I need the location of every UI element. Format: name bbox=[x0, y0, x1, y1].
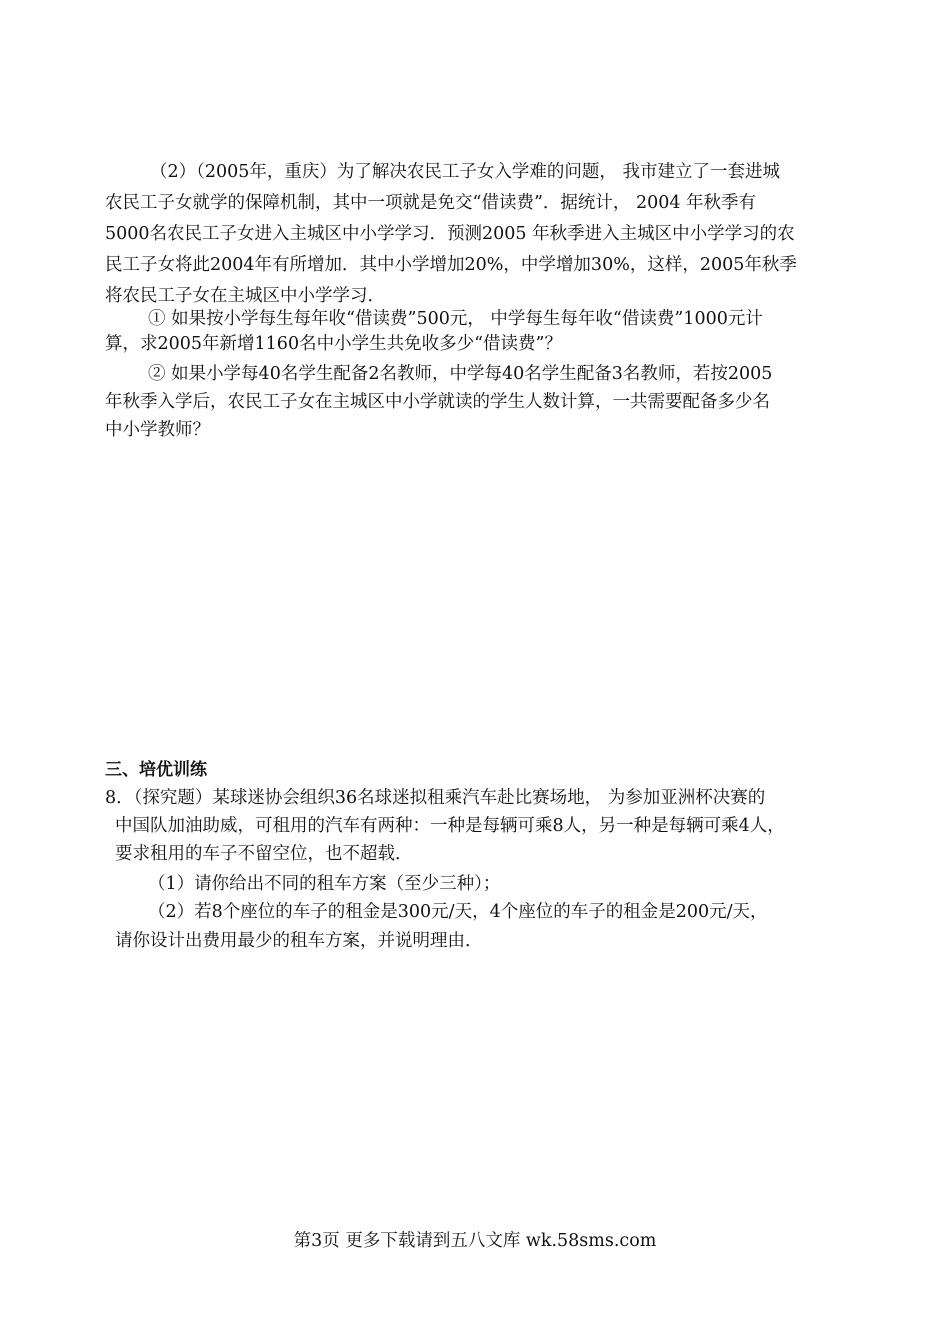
problem-2-subq-1-line-1: ① 如果按小学每生每年收“借读费”500元， 中学每生每年收“借读费”1000元计 bbox=[148, 309, 763, 329]
problem-8-subq-1: （1）请你给出不同的租车方案（至少三种）； bbox=[148, 874, 501, 894]
problem-8-subq-2-line-2: 请你设计出费用最少的租车方案，并说明理由． bbox=[115, 931, 483, 951]
problem-2-subq-2-line-1: ② 如果小学每40名学生配备2名教师，中学每40名学生配备3名教师，若按2005 bbox=[148, 364, 773, 384]
problem-2-line-2: 农民工子女就学的保障机制，其中一项就是免交“借读费”．据统计， 2004 年秋季有 bbox=[105, 193, 757, 213]
problem-2-subq-2-line-3: 中小学教师？ bbox=[105, 420, 210, 440]
problem-2-line-4: 民工子女将此2004年有所增加．其中小学增加20%，中学增加30%，这样，2005年秋季 bbox=[105, 255, 797, 275]
page-footer: 第3页 更多下载请到五八文库 wk.58sms.com bbox=[293, 1231, 657, 1251]
problem-2-subq-2-line-2: 年秋季入学后，农民工子女在主城区中小学就读的学生人数计算，一共需要配备多少名 bbox=[105, 392, 770, 412]
problem-8-line-3: 要求租用的车子不留空位，也不超载． bbox=[115, 844, 413, 864]
problem-8-line-1: 8．（探究题）某球迷协会组织36名球迷拟租乘汽车赴比赛场地， 为参加亚洲杯决赛的 bbox=[105, 788, 766, 808]
section-3-heading: 三、培优训练 bbox=[105, 760, 207, 780]
problem-8-line-2: 中国队加油助威，可租用的汽车有两种：一种是每辆可乘8人，另一种是每辆可乘4人， bbox=[115, 816, 785, 836]
problem-2-line-5: 将农民工子女在主城区中小学学习． bbox=[105, 286, 385, 306]
problem-2-line-3: 5000名农民工子女进入主城区中小学学习．预测2005 年秋季进入主城区中小学学习的农 bbox=[105, 224, 795, 244]
problem-8-subq-2-line-1: （2）若8个座位的车子的租金是300元/天，4个座位的车子的租金是200元/天， bbox=[148, 902, 768, 922]
problem-2-line-1: （2）（2005年，重庆）为了解决农民工子女入学难的问题， 我市建立了一套进城 bbox=[150, 162, 780, 182]
problem-2-subq-1-line-2: 算，求2005年新增1160名中小学生共免收多少“借读费”？ bbox=[105, 334, 562, 354]
